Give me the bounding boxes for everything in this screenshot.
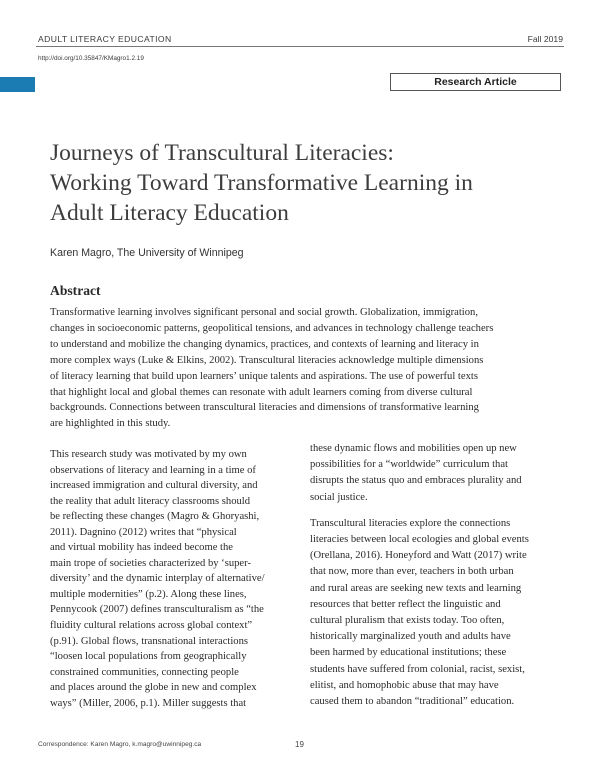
body-line: elitist, and homophobic abuse that may have	[310, 679, 499, 691]
abstract-heading: Abstract	[50, 283, 101, 298]
abstract-line: that highlight local and global themes can resonate with adult learners coming from diverse cultural	[50, 386, 473, 398]
body-line: Pennycook (2007) defines transculturalism as “the	[50, 604, 264, 616]
doi-link[interactable]: http://doi.org/10.35847/KMagro1.2.19	[38, 55, 144, 62]
body-line: and rural areas are seeking new texts and learning	[310, 582, 522, 594]
abstract-body	[50, 305, 555, 432]
body-line: students have suffered from colonial, racist, sexist,	[310, 663, 525, 675]
body-line: diversity’ and the dynamic interplay of alternative/	[50, 573, 265, 585]
header-divider	[36, 46, 564, 47]
body-line: This research study was motivated by my own	[50, 449, 247, 460]
abstract-line: more complex ways (Luke & Elkins, 2002). Transcultural literacies acknowledge multiple dimensions	[50, 354, 484, 366]
body-line: literacies between local ecologies and global events	[310, 534, 529, 546]
body-line: main trope of societies characterized by ‘super-	[50, 557, 251, 569]
body-line: observations of literacy and learning in a time of	[50, 464, 256, 476]
abstract-line: Transformative learning involves significant personal and social growth. Globalization, immigration,	[50, 307, 478, 318]
body-line: resources that better reflect the linguistic and	[310, 598, 501, 610]
abstract-line: are highlighted in this study.	[50, 418, 171, 430]
issue-label: Fall 2019	[527, 34, 563, 44]
author-affiliation: Karen Magro, The University of Winnipeg	[50, 247, 244, 259]
body-line: “loosen local populations from geographically	[50, 651, 247, 663]
body-line: historically marginalized youth and adults have	[310, 631, 511, 643]
body-paragraph	[310, 441, 562, 506]
body-line: the reality that adult literacy classrooms should	[50, 495, 251, 507]
page-number: 19	[295, 740, 304, 749]
body-line: cultural pluralism that exists today. Too often,	[310, 615, 505, 627]
abstract-line: changes in socioeconomic patterns, geopolitical tensions, and advances in technology challenge teachers	[50, 322, 494, 334]
accent-bar	[0, 77, 35, 92]
body-line: been harmed by educational institutions; these	[310, 647, 507, 659]
body-column-right	[310, 441, 562, 710]
body-line: possibilities for a “worldwide” curriculum that	[310, 459, 508, 471]
title-line: Working Toward Transformative Learning in	[50, 170, 473, 196]
title-line: Adult Literacy Education	[50, 200, 289, 226]
body-line: these dynamic flows and mobilities open up new	[310, 443, 517, 454]
body-column-left	[50, 447, 290, 711]
body-line: multiple modernities” (p.2). Along these lines,	[50, 588, 247, 600]
body-line: (p.91). Global flows, transnational interactions	[50, 635, 248, 647]
body-line: and places around the globe in new and complex	[50, 682, 257, 694]
body-line: that now, more than ever, teachers in both urban	[310, 566, 514, 578]
article-title	[50, 138, 570, 228]
body-paragraph	[310, 516, 562, 710]
abstract-line: backgrounds. Connections between transcultural literacies and dimensions of transformative learning	[50, 402, 479, 414]
body-line: (Orellana, 2016). Honeyford and Watt (2017) write	[310, 550, 527, 562]
body-line: be reflecting these changes (Magro & Ghoryashi,	[50, 511, 260, 523]
body-line: constrained communities, connecting people	[50, 666, 239, 678]
journal-name: ADULT LITERACY EDUCATION	[38, 34, 172, 44]
body-line: and virtual mobility has indeed become the	[50, 542, 233, 554]
body-line: social justice.	[310, 491, 368, 503]
body-line: 2011). Dagnino (2012) writes that “physical	[50, 526, 237, 538]
abstract-line: of literacy learning that build upon learners’ unique talents and aspirations. The use of powerful texts	[50, 370, 478, 382]
body-line: disrupts the status quo and embraces plurality and	[310, 475, 522, 487]
body-line: ways” (Miller, 2006, p.1). Miller suggests that	[50, 697, 247, 709]
body-line: increased immigration and cultural diversity, and	[50, 480, 258, 492]
title-line: Journeys of Transcultural Literacies:	[50, 140, 394, 166]
abstract-line: to understand and mobilize the changing dynamics, practices, and contexts of learning and literacy in	[50, 338, 479, 350]
body-line: Transcultural literacies explore the connections	[310, 517, 511, 529]
article-type-badge: Research Article	[390, 73, 561, 91]
body-line: fluidity cultural relations across global context”	[50, 620, 253, 632]
body-line: caused them to abandon “traditional” education.	[310, 696, 515, 708]
correspondence-note: Correspondence: Karen Magro, k.magro@uwinnipeg.ca	[38, 741, 202, 748]
